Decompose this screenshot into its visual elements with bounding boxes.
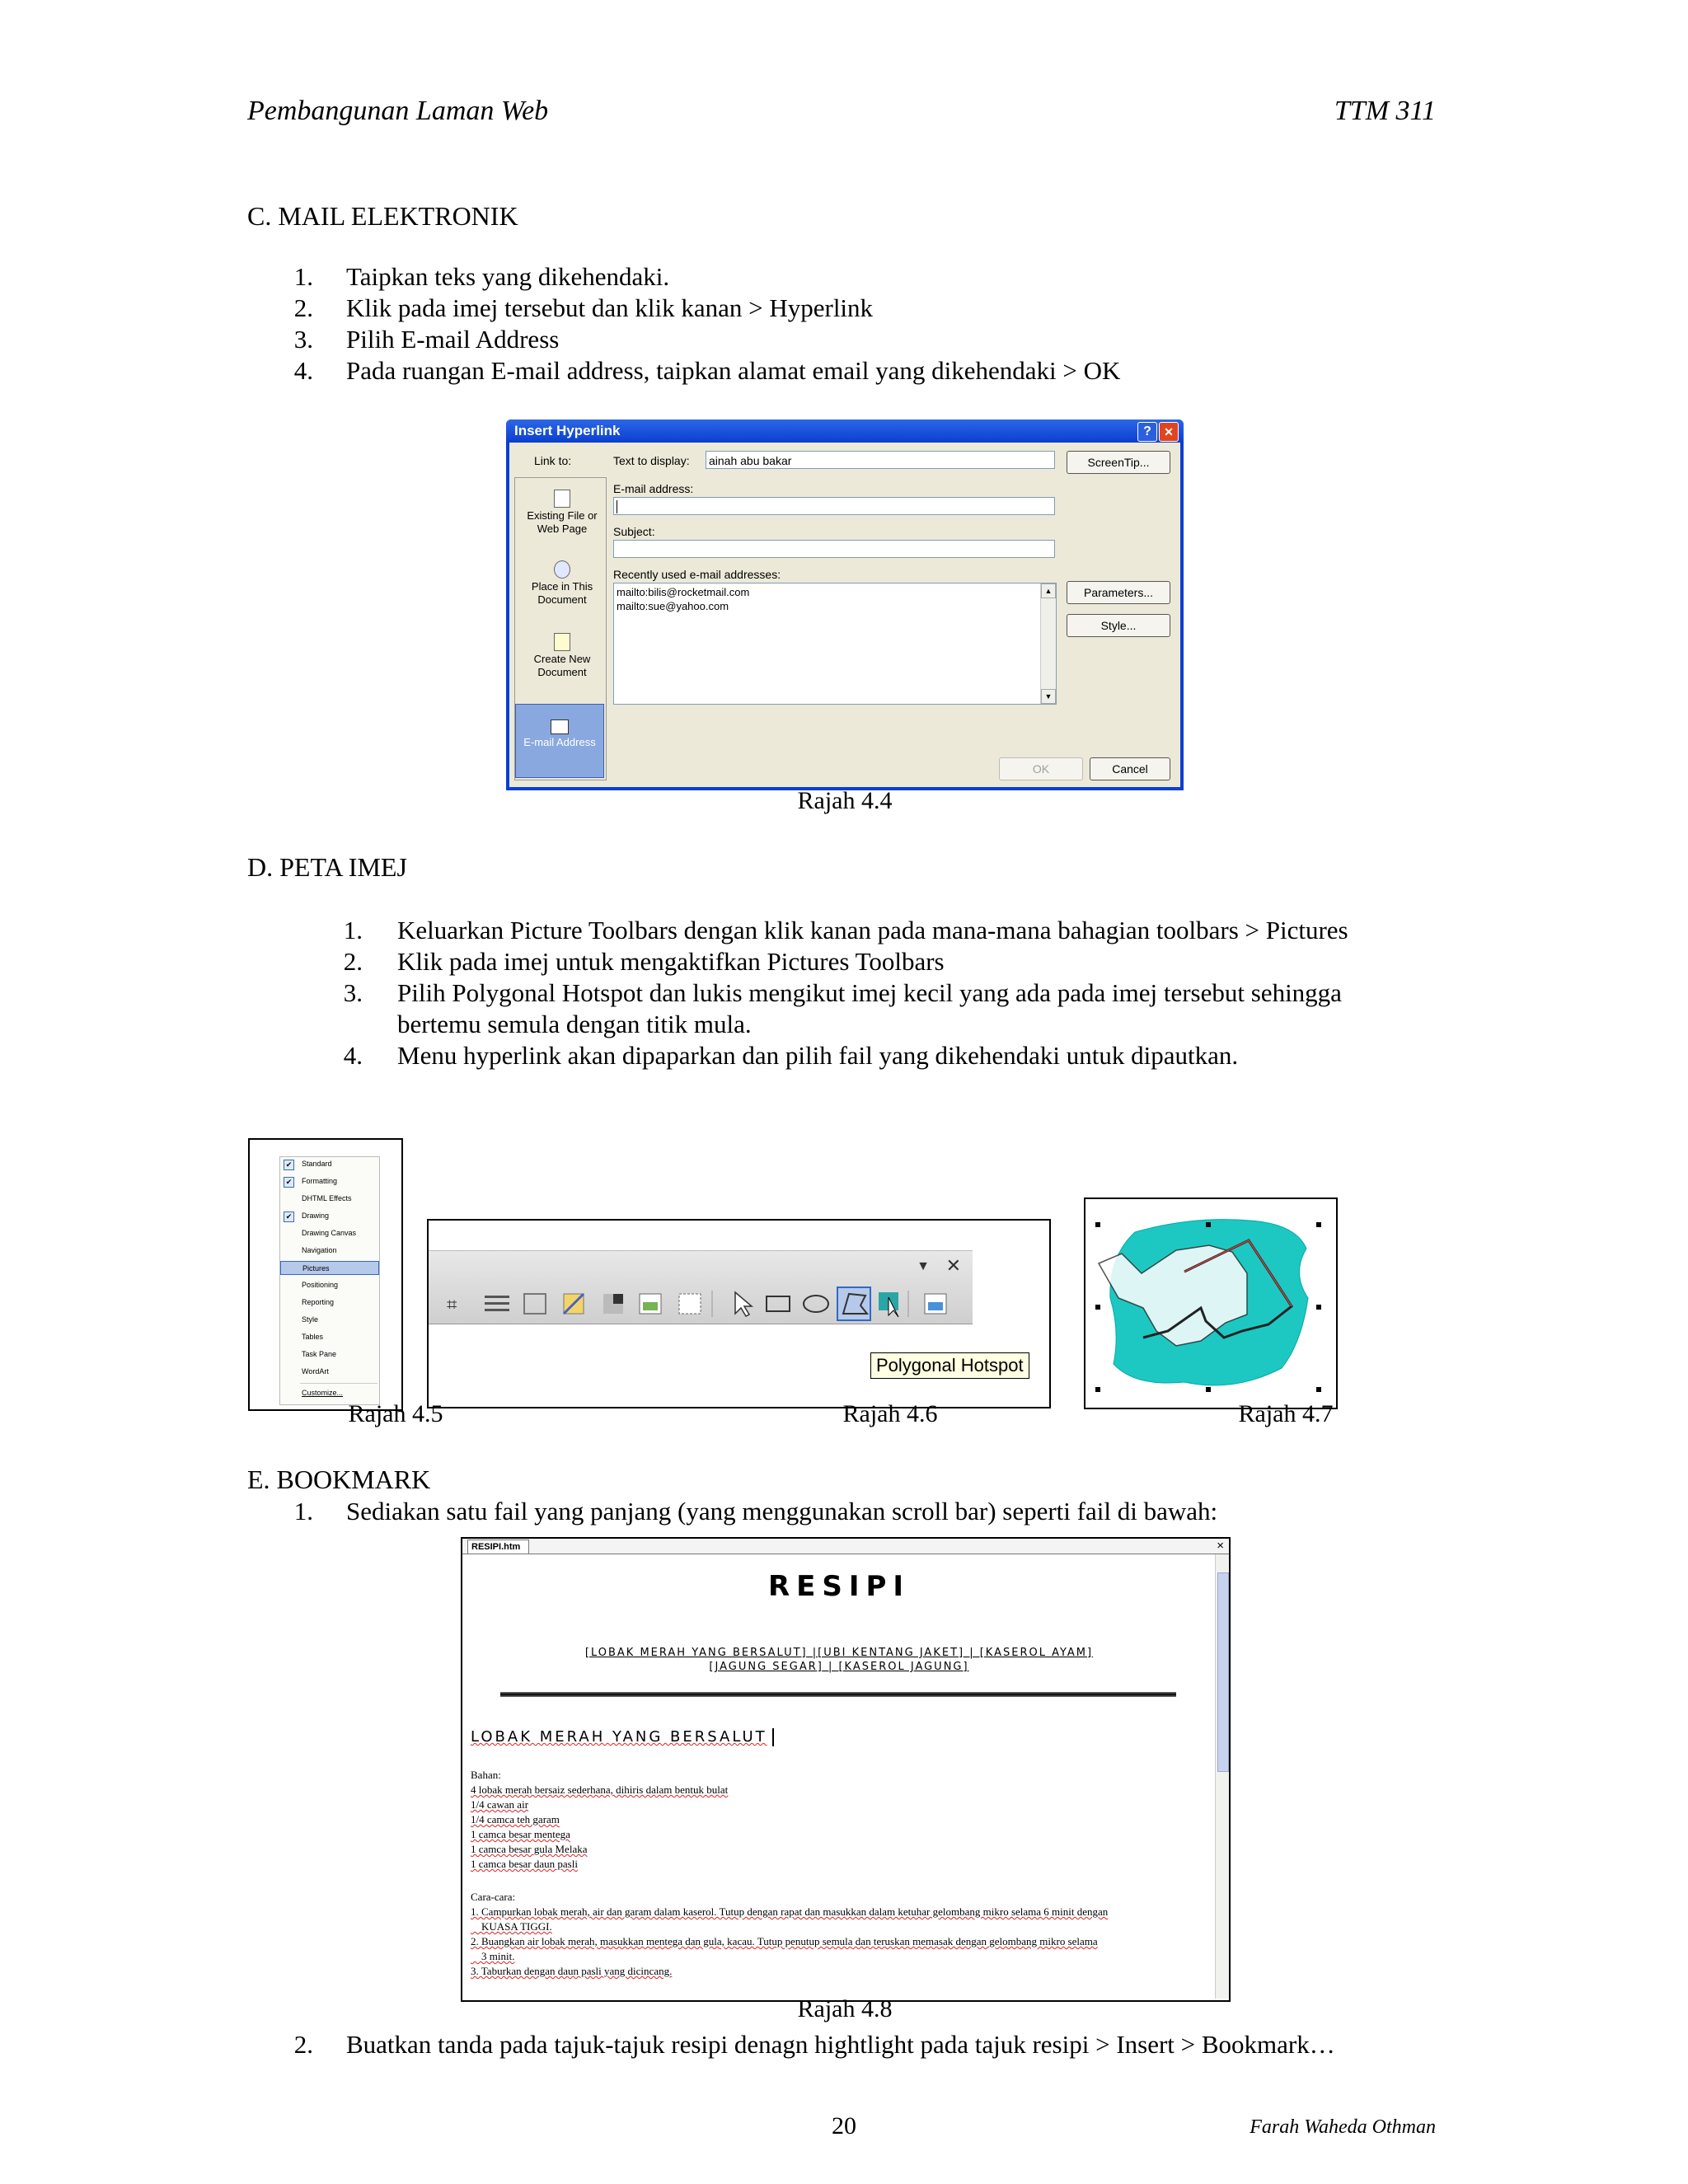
- document-icon: [554, 490, 570, 508]
- insert-hyperlink-dialog: [506, 419, 1184, 790]
- step-item: [330, 946, 1451, 977]
- caption-rajah-4-8: Rajah 4.8: [797, 1995, 893, 2022]
- section-e-title: E. BOOKMARK: [247, 1465, 431, 1494]
- select-pointer-icon[interactable]: [735, 1292, 752, 1316]
- step-item: [280, 293, 1434, 324]
- document-tab[interactable]: RESIPI.htm: [467, 1540, 529, 1554]
- step-text: Klik pada imej tersebut dan klik kanan > Hyperlink: [346, 293, 874, 322]
- text-cursor: [772, 1728, 774, 1746]
- image-map-figure: [1084, 1197, 1338, 1409]
- dialog-titlebar: [506, 419, 1184, 443]
- recipe-heading-text: LOBAK MERAH YANG BERSALUT: [471, 1728, 767, 1746]
- step-text: Pada ruangan E-mail address, taipkan alamat email yang dikehendaki > OK: [346, 356, 1121, 385]
- image-map-drawing: [1085, 1199, 1336, 1408]
- step-number: 1.: [293, 262, 313, 291]
- cara-label: Cara-cara:: [471, 1891, 516, 1903]
- list-item: 1 camca besar daun pasli: [471, 1858, 578, 1870]
- document-close-icon[interactable]: ×: [1217, 1539, 1224, 1553]
- document-scrollbar[interactable]: [1215, 1554, 1229, 1999]
- link-to-sidebar: [514, 477, 607, 780]
- menu-item-label: Task Pane: [302, 1350, 337, 1358]
- list-item: KUASA TIGGI.: [471, 1920, 552, 1933]
- subject-label: Subject:: [613, 525, 655, 538]
- toolbar-close-icon[interactable]: ✕: [945, 1256, 961, 1277]
- text-to-display-label: Text to display:: [613, 454, 690, 467]
- scroll-up-icon[interactable]: ▲: [1041, 583, 1056, 598]
- step-number: 4.: [293, 356, 313, 385]
- caption-rajah-4-4: Rajah 4.4: [797, 787, 893, 814]
- menu-item-label: Reporting: [302, 1298, 335, 1306]
- footer-author: Farah Waheda Othman: [1250, 2116, 1436, 2138]
- menu-item-label: WordArt: [302, 1367, 329, 1376]
- menu-item[interactable]: [280, 1226, 379, 1240]
- step-number: 3.: [343, 978, 363, 1007]
- format-picture-icon[interactable]: [564, 1294, 584, 1314]
- reset-picture-icon[interactable]: [640, 1294, 661, 1314]
- nav-create-new-document[interactable]: [520, 633, 604, 679]
- email-icon: [551, 719, 569, 734]
- caption-rajah-4-7: Rajah 4.7: [1238, 1400, 1334, 1427]
- list-item: 1 camca besar mentega: [471, 1828, 570, 1840]
- section-d-steps: [330, 915, 1451, 1071]
- step-item: [280, 324, 1434, 355]
- check-icon: ✔: [284, 1160, 294, 1170]
- toolbar-options-icon[interactable]: ▼: [917, 1259, 930, 1273]
- menu-item[interactable]: [280, 1365, 379, 1379]
- step-text: Keluarkan Picture Toolbars dengan klik kanan pada mana-mana bahagian toolbars > Pictures: [397, 916, 1348, 944]
- menu-item-label: Positioning: [302, 1281, 339, 1289]
- pictures-toolbar: [429, 1250, 973, 1324]
- list-item: 3 minit.: [471, 1950, 515, 1962]
- step-item: [280, 261, 1434, 293]
- step-text: Menu hyperlink akan dipaparkan dan pilih fail yang dikehendaki untuk dipautkan.: [397, 1041, 1239, 1070]
- menu-item[interactable]: [280, 1313, 379, 1327]
- toolbar-buttons: [429, 1286, 973, 1322]
- menu-divider: [300, 1383, 377, 1384]
- nav-label: Existing File or Web Page: [527, 509, 598, 535]
- step-number: 4.: [343, 1041, 363, 1070]
- step-text: bertemu semula dengan titik mula.: [397, 1010, 752, 1038]
- menu-item-pictures[interactable]: [280, 1261, 379, 1275]
- text-wrapping-icon[interactable]: [524, 1294, 546, 1314]
- menu-item-label: Tables: [302, 1333, 324, 1341]
- set-transparent-color-icon[interactable]: [603, 1294, 623, 1314]
- list-item: 1/4 cawan air: [471, 1798, 529, 1811]
- recipe-links: [462, 1646, 1216, 1674]
- step-number: 2.: [343, 947, 363, 976]
- menu-item-label: Standard: [302, 1160, 332, 1168]
- crop-icon[interactable]: [447, 1295, 457, 1315]
- list-item: 1/4 camca teh garam: [471, 1813, 560, 1825]
- polygonal-hotspot-tooltip: Polygonal Hotspot: [870, 1352, 1029, 1379]
- text-to-display-input[interactable]: ainah abu bakar: [706, 451, 1055, 469]
- step-number: 2.: [293, 2030, 313, 2059]
- recipe-links-line-2[interactable]: [JAGUNG SEGAR] | [KASEROL JAGUNG]: [709, 1661, 969, 1673]
- style-button[interactable]: Style...: [1067, 614, 1170, 637]
- list-item: 1 camca besar gula Melaka: [471, 1843, 588, 1855]
- polygonal-hotspot-icon[interactable]: [837, 1287, 870, 1320]
- menu-item[interactable]: [280, 1278, 379, 1292]
- help-button[interactable]: ?: [1137, 422, 1157, 442]
- toolbars-context-menu-figure: [248, 1138, 403, 1411]
- circular-hotspot-icon[interactable]: [804, 1296, 828, 1312]
- nav-label: Create New Document: [533, 653, 591, 678]
- menu-item[interactable]: [280, 1244, 379, 1258]
- restore-picture-icon[interactable]: [925, 1294, 946, 1314]
- step-text: Sediakan satu fail yang panjang (yang menggunakan scroll bar) seperti fail di bawah:: [346, 1497, 1218, 1526]
- step-text: Taipkan teks yang dikehendaki.: [346, 262, 670, 291]
- menu-item-customize[interactable]: [280, 1386, 379, 1400]
- list-scrollbar[interactable]: [1040, 583, 1056, 704]
- toolbars-menu: [279, 1156, 380, 1405]
- step-item: [330, 1040, 1451, 1071]
- menu-item-label: DHTML Effects: [302, 1194, 352, 1202]
- screentip-button[interactable]: ScreenTip...: [1067, 451, 1170, 474]
- header-title: Pembangunan Laman Web: [247, 96, 549, 126]
- list-item: 3. Taburkan dengan daun pasli yang dicincang.: [471, 1965, 673, 1977]
- step-item: [280, 355, 1434, 387]
- menu-item-label: Drawing: [302, 1212, 330, 1220]
- menu-item[interactable]: [280, 1174, 379, 1188]
- step-item: [330, 915, 1451, 946]
- nav-place-in-document[interactable]: [520, 560, 604, 607]
- page-number: 20: [832, 2112, 856, 2139]
- menu-item-label: Navigation: [302, 1246, 337, 1254]
- list-item: 2. Buangkan air lobak merah, masukkan mentega dan gula, kacau. Tutup penutup semula dan teruskan memasak dengan gelombang mikro selama: [471, 1935, 1098, 1947]
- globe-document-icon: [554, 560, 570, 579]
- highlight-hotspots-icon[interactable]: [879, 1292, 898, 1317]
- line-style-icon[interactable]: [485, 1296, 509, 1311]
- list-item: 1. Campurkan lobak merah, air dan garam dalam kaserol. Tutup dengan rapat dan masukkan dalam ketuhar gelombang mikro selama 6 minit dengan: [471, 1905, 1109, 1918]
- menu-item-label: Style: [302, 1315, 319, 1324]
- email-address-label: E-mail address:: [613, 482, 694, 495]
- list-item: 4 lobak merah bersaiz sederhana, dihiris dalam bentuk bulat: [471, 1783, 729, 1796]
- dialog-body: [509, 443, 1180, 787]
- menu-item[interactable]: [280, 1209, 379, 1223]
- scrollbar-thumb[interactable]: [1217, 1572, 1229, 1772]
- step-text: Pilih E-mail Address: [346, 325, 560, 354]
- step-number: 3.: [293, 325, 313, 354]
- menu-item[interactable]: [280, 1192, 379, 1206]
- step-number: 1.: [293, 1497, 313, 1526]
- nav-email-address[interactable]: [515, 704, 604, 778]
- header-course-code: TTM 311: [1334, 96, 1436, 126]
- list-item[interactable]: mailto:bilis@rocketmail.com: [617, 586, 750, 598]
- recipe-heading: [471, 1728, 774, 1746]
- recipe-links-line-1[interactable]: [LOBAK MERAH YANG BERSALUT] |[UBI KENTANG JAKET] | [KASEROL AYAM]: [584, 1647, 1094, 1659]
- menu-item[interactable]: [280, 1347, 379, 1361]
- section-d-title: D. PETA IMEJ: [247, 852, 407, 882]
- menu-item-label: Pictures: [302, 1264, 330, 1272]
- nav-label: E-mail Address: [523, 736, 596, 748]
- dialog-title: Insert Hyperlink: [514, 423, 621, 438]
- ok-button[interactable]: OK: [999, 757, 1083, 780]
- nav-existing-file[interactable]: [520, 490, 604, 536]
- check-icon: ✔: [284, 1177, 294, 1188]
- step-text: Buatkan tanda pada tajuk-tajuk resipi denagn hightlight pada tajuk resipi > Insert > Bookmark…: [346, 2030, 1335, 2059]
- caption-rajah-4-6: Rajah 4.6: [842, 1400, 938, 1427]
- autothumbnail-icon[interactable]: [679, 1294, 701, 1314]
- picture-toolbar-figure: [427, 1219, 1051, 1408]
- menu-item[interactable]: [280, 1157, 379, 1171]
- recent-emails-list[interactable]: [613, 583, 1057, 705]
- horizontal-divider: [500, 1692, 1176, 1697]
- step-text: Pilih Polygonal Hotspot dan lukis mengikut imej kecil yang ada pada imej tersebut sehingga: [397, 978, 1342, 1007]
- scroll-down-icon[interactable]: ▼: [1041, 689, 1056, 704]
- nav-label: Place in This Document: [531, 580, 593, 606]
- email-address-input[interactable]: [613, 497, 1055, 515]
- section-c-title: C. MAIL ELEKTRONIK: [247, 201, 518, 231]
- check-icon: ✔: [284, 1212, 294, 1222]
- menu-item-label: Customize...: [302, 1389, 344, 1397]
- cancel-button[interactable]: Cancel: [1090, 757, 1170, 780]
- section-c-steps: [280, 261, 1434, 387]
- rectangular-hotspot-icon[interactable]: [767, 1296, 790, 1311]
- step-number: 1.: [343, 916, 363, 944]
- subject-input[interactable]: [613, 540, 1055, 558]
- menu-item[interactable]: [280, 1330, 379, 1344]
- recipe-title: RESIPI: [767, 1570, 911, 1603]
- parameters-button[interactable]: Parameters...: [1067, 581, 1170, 604]
- section-e-step-2: [280, 2029, 1434, 2060]
- bahan-label: Bahan:: [471, 1769, 501, 1781]
- caption-rajah-4-5: Rajah 4.5: [348, 1400, 443, 1427]
- recipe-document-window: [461, 1537, 1231, 2002]
- step-number: 2.: [293, 293, 313, 322]
- step-item: [330, 977, 1451, 1009]
- link-to-label: Link to:: [534, 454, 572, 467]
- menu-item-label: Drawing Canvas: [302, 1229, 357, 1237]
- menu-item-label: Formatting: [302, 1177, 338, 1185]
- step-text: Klik pada imej untuk mengaktifkan Pictures Toolbars: [397, 947, 945, 976]
- menu-item[interactable]: [280, 1296, 379, 1310]
- new-document-icon: [554, 633, 570, 651]
- list-item[interactable]: mailto:sue@yahoo.com: [617, 600, 729, 612]
- document-tab-bar: [462, 1539, 1229, 1554]
- section-e-step-1: [280, 1496, 1434, 1527]
- close-button[interactable]: ✕: [1159, 422, 1179, 442]
- svg-text:⌗: ⌗: [447, 1295, 457, 1315]
- step-item: [330, 1009, 1451, 1040]
- recent-emails-label: Recently used e-mail addresses:: [613, 568, 781, 581]
